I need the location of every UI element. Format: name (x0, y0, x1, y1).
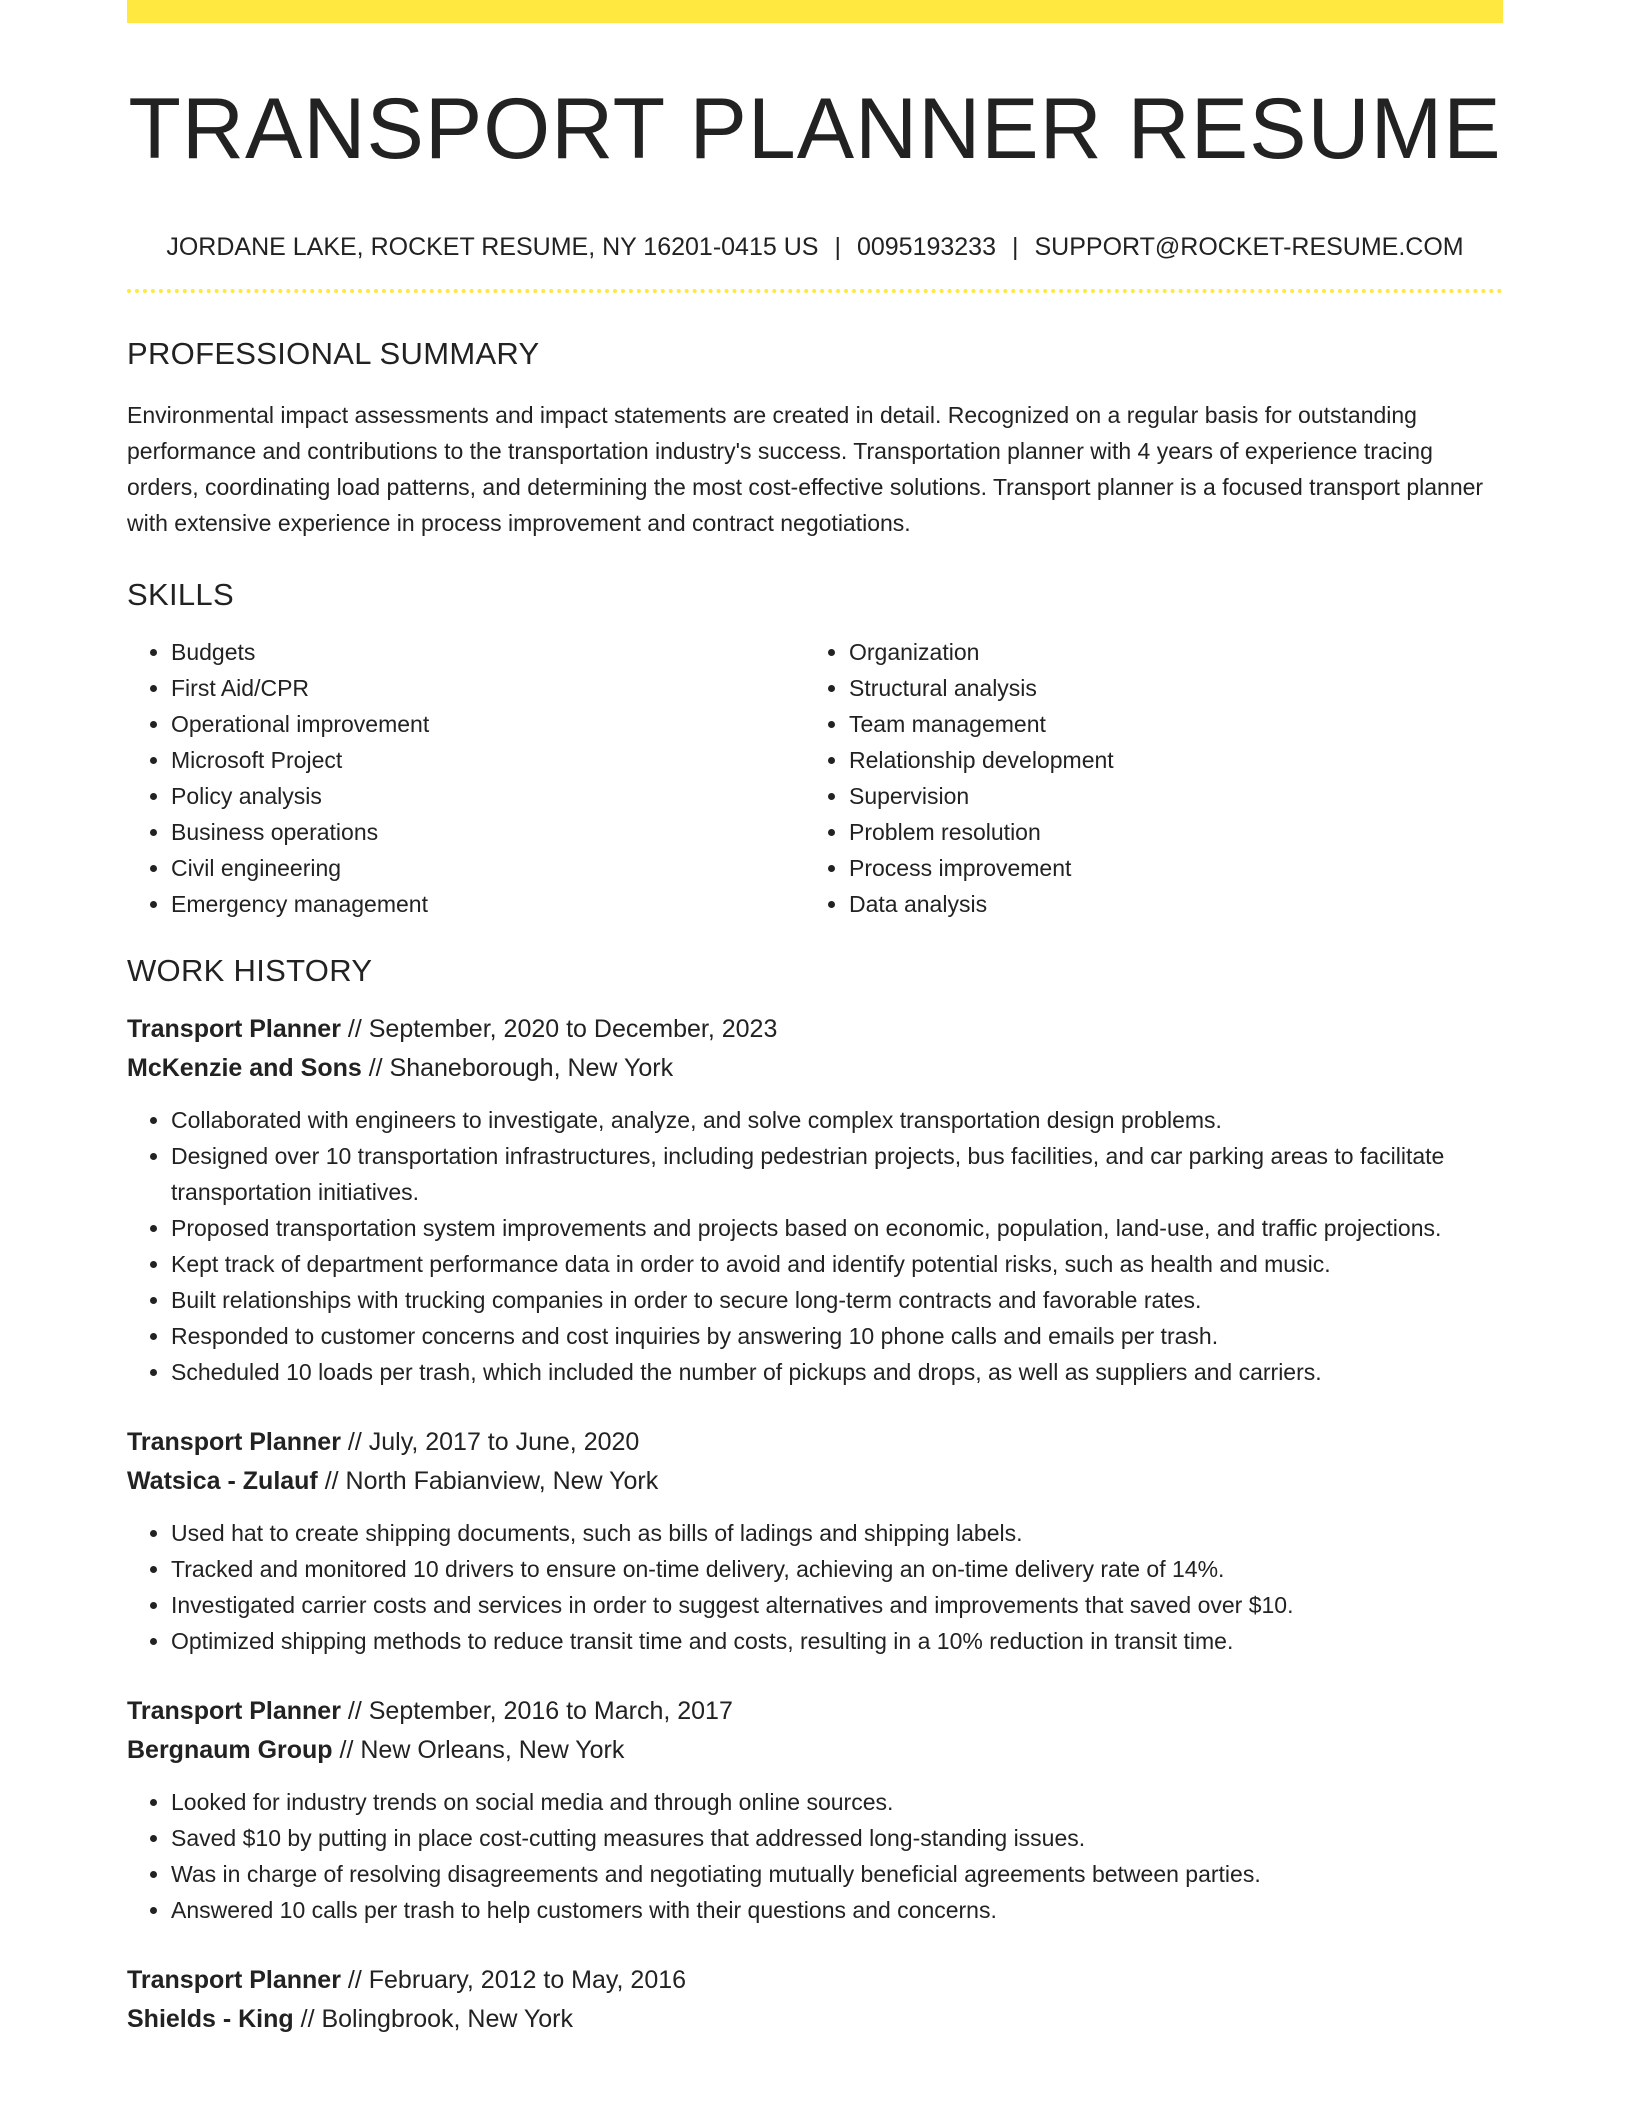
contact-separator: | (1012, 233, 1019, 261)
top-accent-bar (127, 0, 1503, 23)
job-dates: // February, 2012 to May, 2016 (340, 1966, 687, 1994)
job-title: Transport Planner (127, 1015, 341, 1043)
job-bullet: • Collaborated with engineers to investigate, analyze, and solve complex transportation design problems. (171, 1102, 1503, 1138)
skill-item: • Emergency management (171, 886, 805, 922)
skill-item: • Team management (849, 706, 1483, 742)
skill-item: • Microsoft Project (171, 742, 805, 778)
job-entry (127, 1692, 1503, 1928)
skill-item: • Civil engineering (171, 850, 805, 886)
skills-left-list (127, 634, 805, 922)
skill-item: • Process improvement (849, 850, 1483, 886)
job-bullet: • Designed over 10 transportation infrastructures, including pedestrian projects, bus facilities, and car parking areas to facilitate transportation initiatives. (171, 1138, 1503, 1210)
contact-email: SUPPORT@ROCKET-RESUME.COM (1034, 233, 1464, 261)
skill-item: • Relationship development (849, 742, 1483, 778)
job-bullet: • Scheduled 10 loads per trash, which included the number of pickups and drops, as well as suppliers and carriers. (171, 1354, 1503, 1390)
job-company-line (127, 2000, 1503, 2039)
work-history-heading: WORK HISTORY (127, 953, 373, 988)
job-bullet: • Tracked and monitored 10 drivers to ensure on-time delivery, achieving an on-time delivery rate of 14%. (171, 1551, 1503, 1587)
job-bullet: • Built relationships with trucking companies in order to secure long-term contracts and favorable rates. (171, 1282, 1503, 1318)
job-title: Transport Planner (127, 1966, 341, 1994)
skill-item: • Structural analysis (849, 670, 1483, 706)
job-bullets (127, 1784, 1503, 1928)
job-title-line (127, 1692, 1503, 1731)
skill-item: • Business operations (171, 814, 805, 850)
skill-item: • Problem resolution (849, 814, 1483, 850)
skills-heading: SKILLS (127, 577, 234, 612)
job-bullet: • Saved $10 by putting in place cost-cutting measures that addressed long-standing issues. (171, 1820, 1503, 1856)
job-title-line (127, 1961, 1503, 2000)
skill-item: • Data analysis (849, 886, 1483, 922)
skill-item: • Budgets (171, 634, 805, 670)
job-bullet: • Proposed transportation system improvements and projects based on economic, population, land-use, and traffic projections. (171, 1210, 1503, 1246)
skill-item: • First Aid/CPR (171, 670, 805, 706)
job-dates: // July, 2017 to June, 2020 (340, 1428, 640, 1456)
job-location: // Bolingbrook, New York (293, 2005, 574, 2033)
job-bullet: • Used hat to create shipping documents, such as bills of ladings and shipping labels. (171, 1515, 1503, 1551)
job-bullet: • Answered 10 calls per trash to help customers with their questions and concerns. (171, 1892, 1503, 1928)
skills-right-list (805, 634, 1483, 922)
skill-item: • Organization (849, 634, 1483, 670)
job-location: // North Fabianview, New York (317, 1467, 659, 1495)
resume-title: TRANSPORT PLANNER RESUME (128, 81, 1502, 177)
resume-page (127, 0, 1503, 2039)
skills-grid (127, 634, 1503, 922)
job-dates: // September, 2016 to March, 2017 (340, 1697, 733, 1725)
job-entry (127, 1961, 1503, 2039)
job-company: Bergnaum Group (127, 1736, 333, 1764)
job-bullet: • Was in charge of resolving disagreements and negotiating mutually beneficial agreements between parties. (171, 1856, 1503, 1892)
job-title-line (127, 1010, 1503, 1049)
job-title: Transport Planner (127, 1428, 341, 1456)
summary-heading: PROFESSIONAL SUMMARY (127, 336, 540, 371)
job-entry (127, 1010, 1503, 1390)
contact-separator: | (834, 233, 841, 261)
skill-item: • Operational improvement (171, 706, 805, 742)
contact-line (127, 235, 1503, 260)
job-company-line (127, 1462, 1503, 1501)
job-title: Transport Planner (127, 1697, 341, 1725)
job-company: McKenzie and Sons (127, 1054, 362, 1082)
job-company-line (127, 1731, 1503, 1770)
skill-item: • Supervision (849, 778, 1483, 814)
job-bullet: • Looked for industry trends on social media and through online sources. (171, 1784, 1503, 1820)
job-bullet: • Kept track of department performance data in order to avoid and identify potential risks, such as health and music. (171, 1246, 1503, 1282)
job-dates: // September, 2020 to December, 2023 (340, 1015, 778, 1043)
summary-text: Environmental impact assessments and impact statements are created in detail. Recognized on a regular basis for outstanding performance and contributions to the transportation industry's success. Transportation planner with 4 years of experience tracing orders, coordinating load patterns, and determining the most cost-effective solutions. Transport planner is a focused transport planner with extensive experience in process improvement and contract negotiations. (127, 402, 1484, 536)
job-company: Watsica - Zulauf (127, 1467, 318, 1495)
skill-item: • Policy analysis (171, 778, 805, 814)
job-title-line (127, 1423, 1503, 1462)
job-bullet: • Responded to customer concerns and cost inquiries by answering 10 phone calls and emails per trash. (171, 1318, 1503, 1354)
job-location: // Shaneborough, New York (361, 1054, 674, 1082)
contact-phone: 0095193233 (856, 233, 996, 261)
job-bullets (127, 1515, 1503, 1659)
job-company-line (127, 1049, 1503, 1088)
job-entry (127, 1423, 1503, 1659)
job-location: // New Orleans, New York (332, 1736, 625, 1764)
job-company: Shields - King (127, 2005, 294, 2033)
job-bullet: • Investigated carrier costs and services in order to suggest alternatives and improvements that saved over $10. (171, 1587, 1503, 1623)
dotted-divider (127, 289, 1503, 293)
contact-address: JORDANE LAKE, ROCKET RESUME, NY 16201-0415 US (166, 233, 819, 261)
job-bullets (127, 1102, 1503, 1390)
job-bullet: • Optimized shipping methods to reduce transit time and costs, resulting in a 10% reduction in transit time. (171, 1623, 1503, 1659)
